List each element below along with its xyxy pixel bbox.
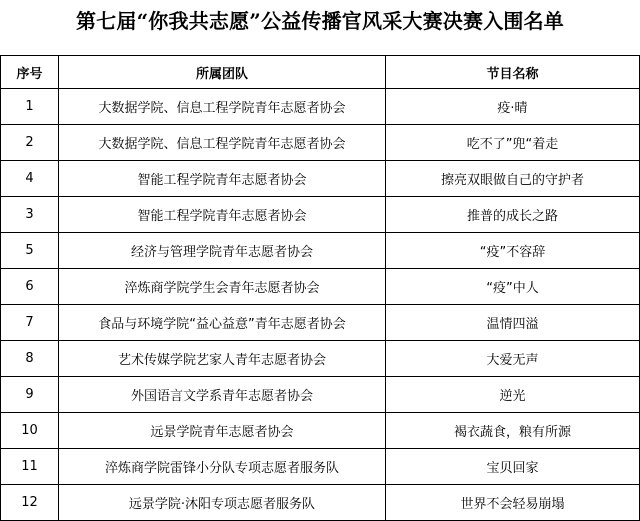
row-program: 逆光	[386, 377, 640, 413]
row-number: 10	[1, 413, 59, 449]
table-row	[1, 449, 640, 485]
row-program: 疫·晴	[386, 89, 640, 125]
row-number: 9	[1, 377, 59, 413]
row-program: 吃不了”兜“着走	[386, 125, 640, 161]
row-program: 温情四溢	[386, 305, 640, 341]
row-program: 推普的成长之路	[386, 197, 640, 233]
row-team: 食品与环境学院“益心益意”青年志愿者协会	[59, 305, 386, 341]
table-row	[1, 161, 640, 197]
row-team: 智能工程学院青年志愿者协会	[59, 161, 386, 197]
table-row	[1, 89, 640, 125]
row-number: 6	[1, 269, 59, 305]
table-row	[1, 269, 640, 305]
table-row	[1, 305, 640, 341]
row-team: 经济与管理学院青年志愿者协会	[59, 233, 386, 269]
row-program: 宝贝回家	[386, 449, 640, 485]
column-header-team: 所属团队	[59, 56, 386, 89]
row-number: 5	[1, 233, 59, 269]
row-team: 外国语言文学系青年志愿者协会	[59, 377, 386, 413]
table-row	[1, 341, 640, 377]
row-program: 褐衣蔬食，粮有所源	[386, 413, 640, 449]
table-row	[1, 413, 640, 449]
row-program: 大爱无声	[386, 341, 640, 377]
row-number: 1	[1, 89, 59, 125]
column-header-number: 序号	[1, 56, 59, 89]
page-title: 第七届“你我共志愿”公益传播官风采大赛决赛入围名单	[75, 9, 564, 33]
row-team: 大数据学院、信息工程学院青年志愿者协会	[59, 89, 386, 125]
row-team: 艺术传媒学院艺家人青年志愿者协会	[59, 341, 386, 377]
row-program: “疫”中人	[386, 269, 640, 305]
table-row	[1, 125, 640, 161]
row-program: 擦亮双眼做自己的守护者	[386, 161, 640, 197]
row-number: 11	[1, 449, 59, 485]
row-team: 大数据学院、信息工程学院青年志愿者协会	[59, 125, 386, 161]
row-number: 12	[1, 485, 59, 521]
row-team: 远景学院·沐阳专项志愿者服务队	[59, 485, 386, 521]
finalist-table	[0, 55, 640, 521]
row-team: 淬炼商学院学生会青年志愿者协会	[59, 269, 386, 305]
row-number: 7	[1, 305, 59, 341]
table-header-row	[1, 56, 640, 89]
table-row	[1, 485, 640, 521]
row-team: 远景学院青年志愿者协会	[59, 413, 386, 449]
row-number: 4	[1, 161, 59, 197]
row-team: 智能工程学院青年志愿者协会	[59, 197, 386, 233]
row-team: 淬炼商学院雷锋小分队专项志愿者服务队	[59, 449, 386, 485]
row-program: 世界不会轻易崩塌	[386, 485, 640, 521]
table-row	[1, 377, 640, 413]
column-header-program: 节目名称	[386, 56, 640, 89]
table-row	[1, 233, 640, 269]
row-number: 2	[1, 125, 59, 161]
row-number: 8	[1, 341, 59, 377]
row-number: 3	[1, 197, 59, 233]
table-row	[1, 197, 640, 233]
row-program: “疫”不容辞	[386, 233, 640, 269]
